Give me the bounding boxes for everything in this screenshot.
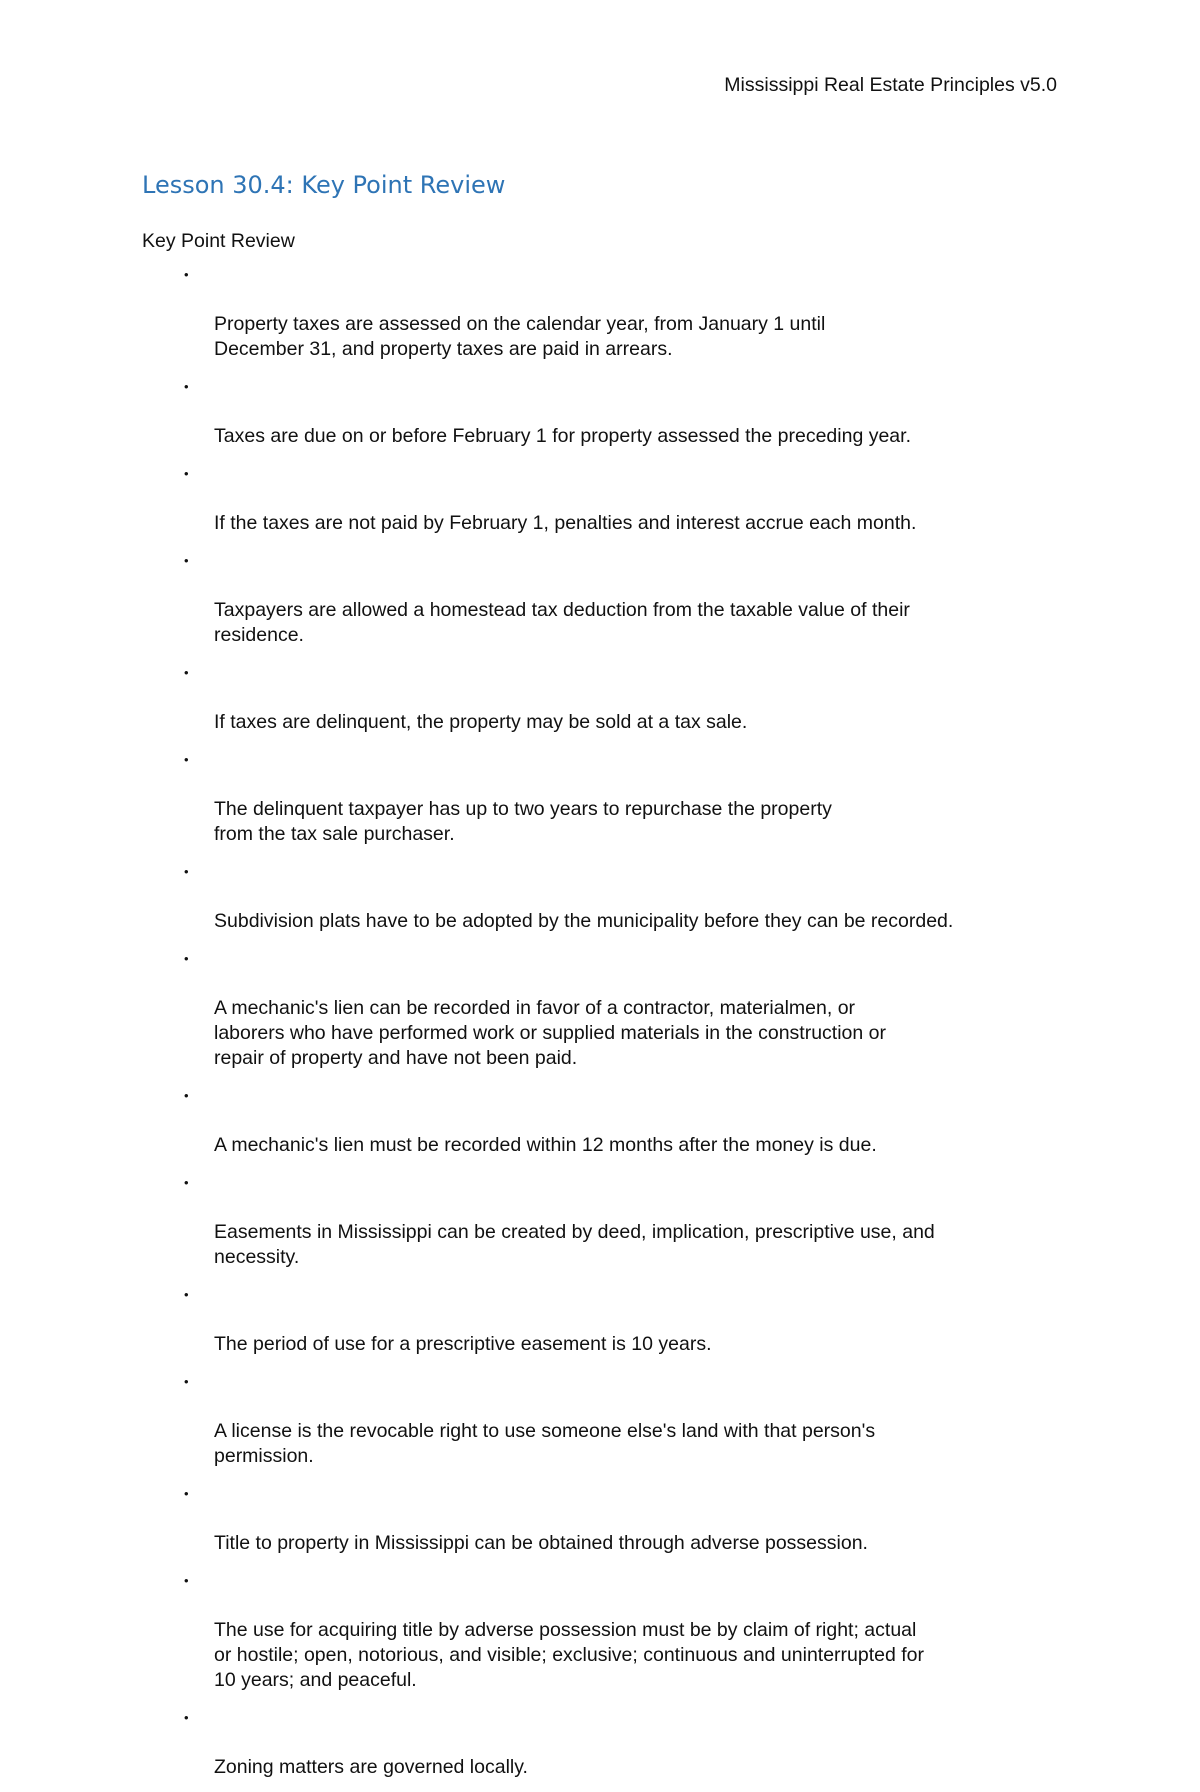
key-point-text: The delinquent taxpayer has up to two years to repurchase the property from the tax sale purchaser. xyxy=(214,798,832,845)
bullet-icon: • xyxy=(184,379,189,394)
bullet-icon: • xyxy=(184,1486,189,1501)
bullet-icon: • xyxy=(184,1088,189,1103)
bullet-icon: • xyxy=(184,1175,189,1190)
key-point-text: Taxpayers are allowed a homestead tax deduction from the taxable value of their residence. xyxy=(214,599,910,646)
key-point-item xyxy=(142,747,1062,847)
key-point-text: Subdivision plats have to be adopted by the municipality before they can be recorded. xyxy=(214,910,954,932)
bullet-icon: • xyxy=(184,553,189,568)
key-point-text: A mechanic's lien can be recorded in favor of a contractor, materialmen, or laborers who have performed work or supplied materials in the construction or repair of property and have not been paid. xyxy=(214,997,886,1069)
bullet-icon: • xyxy=(184,466,189,481)
key-point-item xyxy=(142,1369,1062,1469)
key-point-item xyxy=(142,1083,1062,1158)
key-point-text: A mechanic's lien must be recorded within 12 months after the money is due. xyxy=(214,1134,877,1156)
key-point-item xyxy=(142,660,1062,735)
running-header: Mississippi Real Estate Principles v5.0 xyxy=(724,74,1057,96)
key-point-text: The use for acquiring title by adverse possession must be by claim of right; actual or hostile; open, notorious, and visible; exclusive; continuous and uninterrupted for 10 years; and peaceful. xyxy=(214,1619,925,1691)
key-point-text: Property taxes are assessed on the calendar year, from January 1 until December 31, and property taxes are paid in arrears. xyxy=(214,313,826,360)
key-point-item xyxy=(142,262,1062,362)
key-point-item xyxy=(142,1481,1062,1556)
key-point-list xyxy=(142,262,1062,1792)
bullet-icon: • xyxy=(184,864,189,879)
bullet-icon: • xyxy=(184,752,189,767)
key-point-item xyxy=(142,1705,1062,1780)
key-point-item xyxy=(142,946,1062,1071)
key-point-text: The period of use for a prescriptive easement is 10 years. xyxy=(214,1333,712,1355)
key-point-item xyxy=(142,859,1062,934)
key-point-item xyxy=(142,1170,1062,1270)
bullet-icon: • xyxy=(184,1374,189,1389)
key-point-text: If taxes are delinquent, the property may be sold at a tax sale. xyxy=(214,711,748,733)
key-point-item xyxy=(142,461,1062,536)
bullet-icon: • xyxy=(184,665,189,680)
bullet-icon: • xyxy=(184,1287,189,1302)
bullet-icon: • xyxy=(184,951,189,966)
key-point-text: Taxes are due on or before February 1 for property assessed the preceding year. xyxy=(214,425,911,447)
lesson-title: Lesson 30.4: Key Point Review xyxy=(142,171,506,199)
bullet-icon: • xyxy=(184,1573,189,1588)
key-point-item xyxy=(142,374,1062,449)
bullet-icon: • xyxy=(184,267,189,282)
bullet-icon: • xyxy=(184,1710,189,1725)
key-point-text: A license is the revocable right to use someone else's land with that person's permission. xyxy=(214,1420,876,1467)
section-heading: Key Point Review xyxy=(142,230,295,252)
key-point-item xyxy=(142,548,1062,648)
key-point-text: If the taxes are not paid by February 1, penalties and interest accrue each month. xyxy=(214,512,917,534)
key-point-text: Easements in Mississippi can be created by deed, implication, prescriptive use, and necessity. xyxy=(214,1221,935,1268)
key-point-text: Title to property in Mississippi can be obtained through adverse possession. xyxy=(214,1532,868,1554)
key-point-item xyxy=(142,1282,1062,1357)
key-point-text: Zoning matters are governed locally. xyxy=(214,1756,528,1778)
key-point-item xyxy=(142,1568,1062,1693)
